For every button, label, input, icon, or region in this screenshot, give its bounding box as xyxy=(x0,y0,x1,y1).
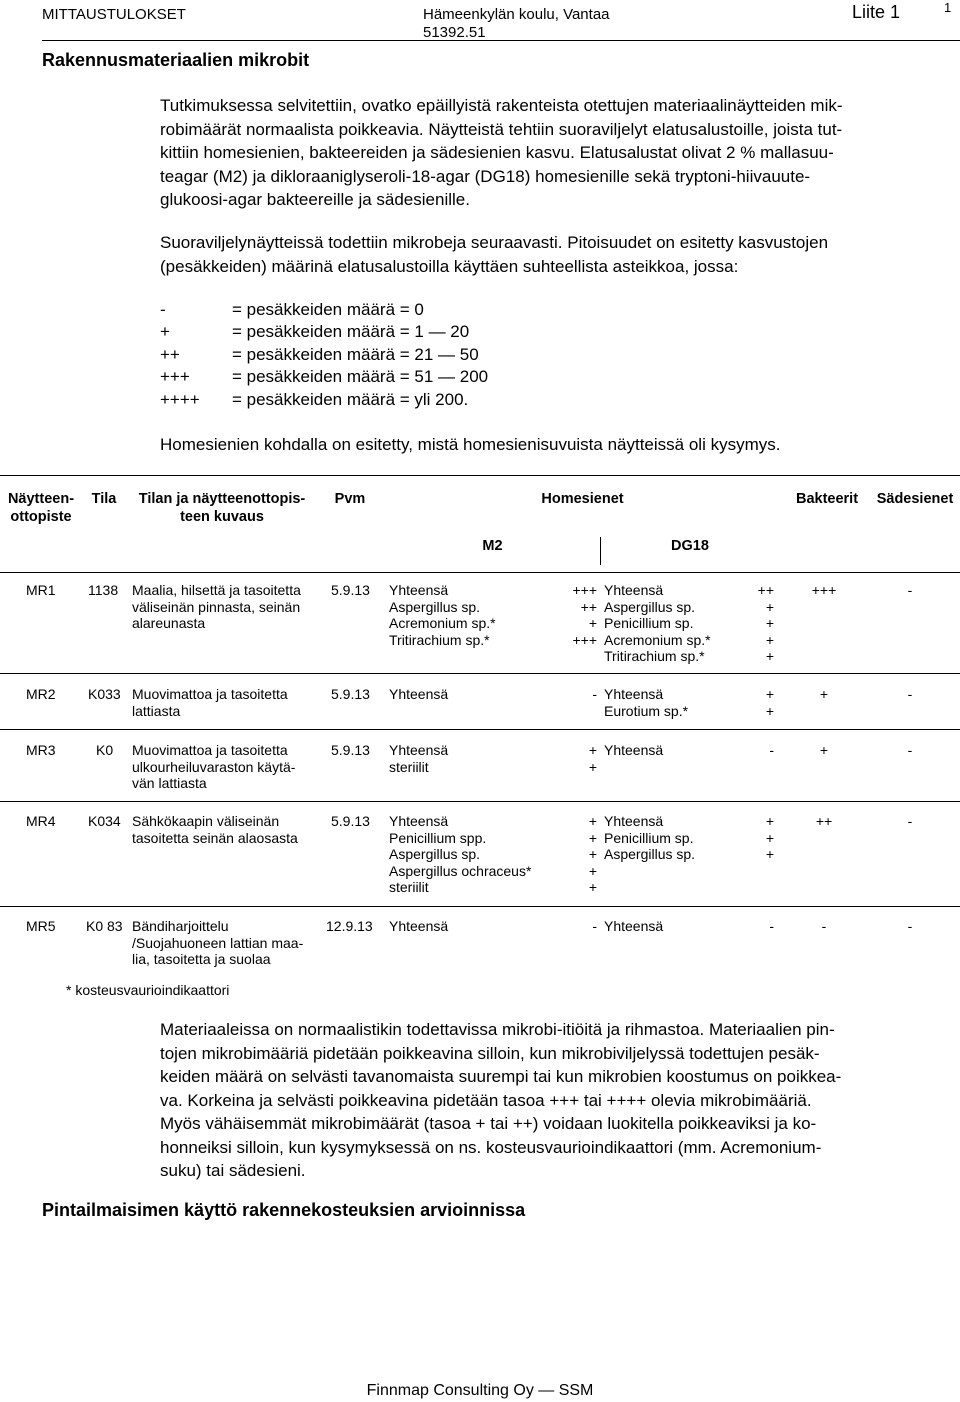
cell-actinomycetes: - xyxy=(907,918,913,934)
method-line: (pesäkkeiden) määrinä elatusalustoilla käyttäen suhteellista asteikkoa, jossa: xyxy=(160,256,739,276)
conclusion-line: tojen mikrobimääriä pidetään poikkeavina silloin, kun mikrobiviljelyssä todettujen pesäk- xyxy=(160,1043,820,1063)
cell-m2-names: Yhteensä xyxy=(389,918,449,934)
cell-date: 5.9.13 xyxy=(331,813,370,829)
method-line: Suoraviljelynäytteissä todettiin mikrobeja seuraavasti. Pitoisuudet on esitetty kasvustojen xyxy=(160,233,829,252)
scale-definition: = pesäkkeiden määrä = 0 xyxy=(232,300,424,319)
cell-dg18-levels: + + + xyxy=(765,813,774,862)
cell-bacteria: - xyxy=(821,918,827,934)
cell-bacteria: + xyxy=(819,686,829,702)
cell-dg18-names: Yhteensä Eurotium sp.* xyxy=(604,686,689,719)
intro-line: glukoosi-agar bakteereille ja sädesienille. xyxy=(160,190,470,209)
scale-definition: = pesäkkeiden määrä = 51 — 200 xyxy=(232,367,489,386)
cell-date: 5.9.13 xyxy=(331,686,370,702)
cell-room: K033 xyxy=(88,686,121,702)
cell-bacteria: +++ xyxy=(811,582,837,598)
cell-m2-levels: - xyxy=(592,686,597,702)
cell-m2-levels: - xyxy=(592,918,597,934)
cell-date: 5.9.13 xyxy=(331,582,370,598)
conclusion-line: keiden määrä on selvästi tavanomaista suurempi tai kun mikrobien koostumus on poikkea- xyxy=(160,1067,842,1086)
page-footer: Finnmap Consulting Oy — SSM xyxy=(366,1382,594,1399)
cell-actinomycetes: - xyxy=(907,686,913,702)
cell-description: Sähkökaapin väliseinän tasoitetta seinän alaosasta xyxy=(132,813,298,846)
header-molds: Homesienet xyxy=(541,491,624,507)
section-title: Pintailmaisimen käyttö rakennekosteuksien arvioinnissa xyxy=(42,1200,526,1220)
cell-dg18-names: Yhteensä xyxy=(604,742,664,758)
cell-description: Muovimattoa ja tasoitetta ulkourheiluvaraston käytä- vän lattiasta xyxy=(132,742,296,791)
header-description: Tilan ja näytteenottopis- teen kuvaus xyxy=(138,491,306,525)
cell-description: Maalia, hilsettä ja tasoitetta väliseinän pinnasta, seinän alareunasta xyxy=(132,582,301,631)
cell-sample: MR3 xyxy=(26,742,56,758)
header-room: Tila xyxy=(91,491,117,507)
cell-sample: MR5 xyxy=(26,918,56,934)
cell-sample: MR2 xyxy=(26,686,56,702)
cell-m2-levels: +++ ++ + +++ xyxy=(572,582,597,648)
cell-room: K034 xyxy=(88,813,121,829)
scale-definition: = pesäkkeiden määrä = yli 200. xyxy=(232,390,469,409)
m2-dg18-divider xyxy=(600,537,601,565)
scale-symbol: + xyxy=(160,322,170,341)
page-number: 1 xyxy=(944,0,952,15)
cell-room: K0 xyxy=(96,742,114,758)
scale-symbol: ++ xyxy=(160,345,180,364)
header-m2: M2 xyxy=(482,538,503,554)
conclusion-paragraph xyxy=(160,1018,841,1183)
cell-m2-names: Yhteensä Penicillium spp. Aspergillus sp. Aspergillus ochraceus* steriilit xyxy=(389,813,532,895)
row-divider xyxy=(0,906,960,907)
cell-description: Bändiharjoittelu /Suojahuoneen lattian maa- lia, tasoitetta ja suolaa xyxy=(132,918,304,967)
cell-bacteria: + xyxy=(819,742,829,758)
cell-dg18-levels: - xyxy=(769,918,774,934)
conclusion-line: va. Korkeina ja selvästi poikkeavina pidetään tasoa +++ tai ++++ olevia mikrobimääriä. xyxy=(160,1090,812,1110)
cell-dg18-levels: + + xyxy=(765,686,774,719)
cell-sample: MR4 xyxy=(26,813,56,829)
table-top-rule xyxy=(0,475,960,476)
cell-dg18-names: Yhteensä Penicillium sp. Aspergillus sp. xyxy=(604,813,696,862)
intro-paragraph xyxy=(160,94,843,212)
header-dg18: DG18 xyxy=(671,538,709,554)
cell-m2-names: Yhteensä Aspergillus sp. Acremonium sp.* Tritirachium sp.* xyxy=(389,582,496,648)
cell-room: K0 83 xyxy=(86,918,123,934)
intro-line: teagar (M2) ja dikloraaniglyseroli-18-agar (DG18) homesienille sekä tryptoni-hiivauute- xyxy=(160,166,811,186)
conclusion-line: Myös vähäisemmät mikrobimäärät (tasoa + tai ++) voidaan luokitella poikkeaviksi ja ko- xyxy=(160,1114,817,1133)
scale-definition: = pesäkkeiden määrä = 21 — 50 xyxy=(232,345,479,364)
header-bacteria: Bakteerit xyxy=(795,491,859,507)
scale-symbol: +++ xyxy=(160,367,190,386)
cell-date: 12.9.13 xyxy=(326,918,373,934)
cell-description: Muovimattoa ja tasoitetta lattiasta xyxy=(132,686,288,719)
table-header-rule xyxy=(0,572,960,573)
cell-bacteria: ++ xyxy=(815,813,833,829)
cell-actinomycetes: - xyxy=(907,813,913,829)
cell-dg18-names: Yhteensä Aspergillus sp. Penicillium sp. Acremonium sp.* Tritirachium sp.* xyxy=(604,582,711,664)
cell-actinomycetes: - xyxy=(907,742,913,758)
row-divider xyxy=(0,673,960,674)
header-sample-point: Näytteen- ottopiste xyxy=(7,491,75,525)
project-number: 51392.51 xyxy=(423,24,486,41)
cell-m2-levels: + + xyxy=(588,742,597,775)
method-paragraph xyxy=(160,231,828,278)
cell-m2-levels: + + + + + xyxy=(588,813,597,895)
cell-dg18-names: Yhteensä xyxy=(604,918,664,934)
conclusion-line: Materiaaleissa on normaalistikin todettavissa mikrobi-itiöitä ja rihmastoa. Materiaalien pin- xyxy=(160,1020,835,1039)
footnote: * kosteusvaurioindikaattori xyxy=(66,982,230,998)
header-rule xyxy=(42,40,960,41)
cell-room: 1138 xyxy=(88,582,119,598)
header-actinomycetes: Sädesienet xyxy=(876,491,954,507)
cell-m2-names: Yhteensä xyxy=(389,686,449,702)
scale-symbol: ++++ xyxy=(160,390,200,409)
row-divider xyxy=(0,801,960,802)
site-label: Hämeenkylän koulu, Vantaa xyxy=(423,6,610,23)
appendix-label: Liite 1 xyxy=(852,2,901,22)
row-divider xyxy=(0,729,960,730)
doc-type-label: MITTAUSTULOKSET xyxy=(42,6,186,23)
header-date: Pvm xyxy=(334,491,366,507)
cell-date: 5.9.13 xyxy=(331,742,370,758)
cell-actinomycetes: - xyxy=(907,582,913,598)
intro-line: kittiin homesienien, bakteereiden ja sädesienien kasvu. Elatusalustat olivat 2 % mallasuu- xyxy=(160,143,834,162)
cell-dg18-levels: ++ + + + + xyxy=(757,582,774,664)
scale-symbol: - xyxy=(160,300,166,319)
mold-note: Homesienien kohdalla on esitetty, mistä homesienisuvuista näytteissä oli kysymys. xyxy=(160,435,781,454)
conclusion-line: honneiksi silloin, kun kysymyksessä on ns. kosteusvaurioindikaattori (mm. Acremonium- xyxy=(160,1137,822,1157)
conclusion-line: suku) tai sädesieni. xyxy=(160,1161,306,1180)
scale-definition: = pesäkkeiden määrä = 1 — 20 xyxy=(232,322,470,341)
cell-dg18-levels: - xyxy=(769,742,774,758)
cell-sample: MR1 xyxy=(26,582,56,598)
document-title: Rakennusmateriaalien mikrobit xyxy=(42,50,310,70)
intro-line: Tutkimuksessa selvitettiin, ovatko epäillyistä rakenteista otettujen materiaalinäytteiden mik- xyxy=(160,96,843,115)
cell-m2-names: Yhteensä steriilit xyxy=(389,742,449,775)
intro-line: robimäärät normaalista poikkeavia. Näytteistä tehtiin suoraviljelyt elatusalustoille, joista tut- xyxy=(160,119,843,139)
